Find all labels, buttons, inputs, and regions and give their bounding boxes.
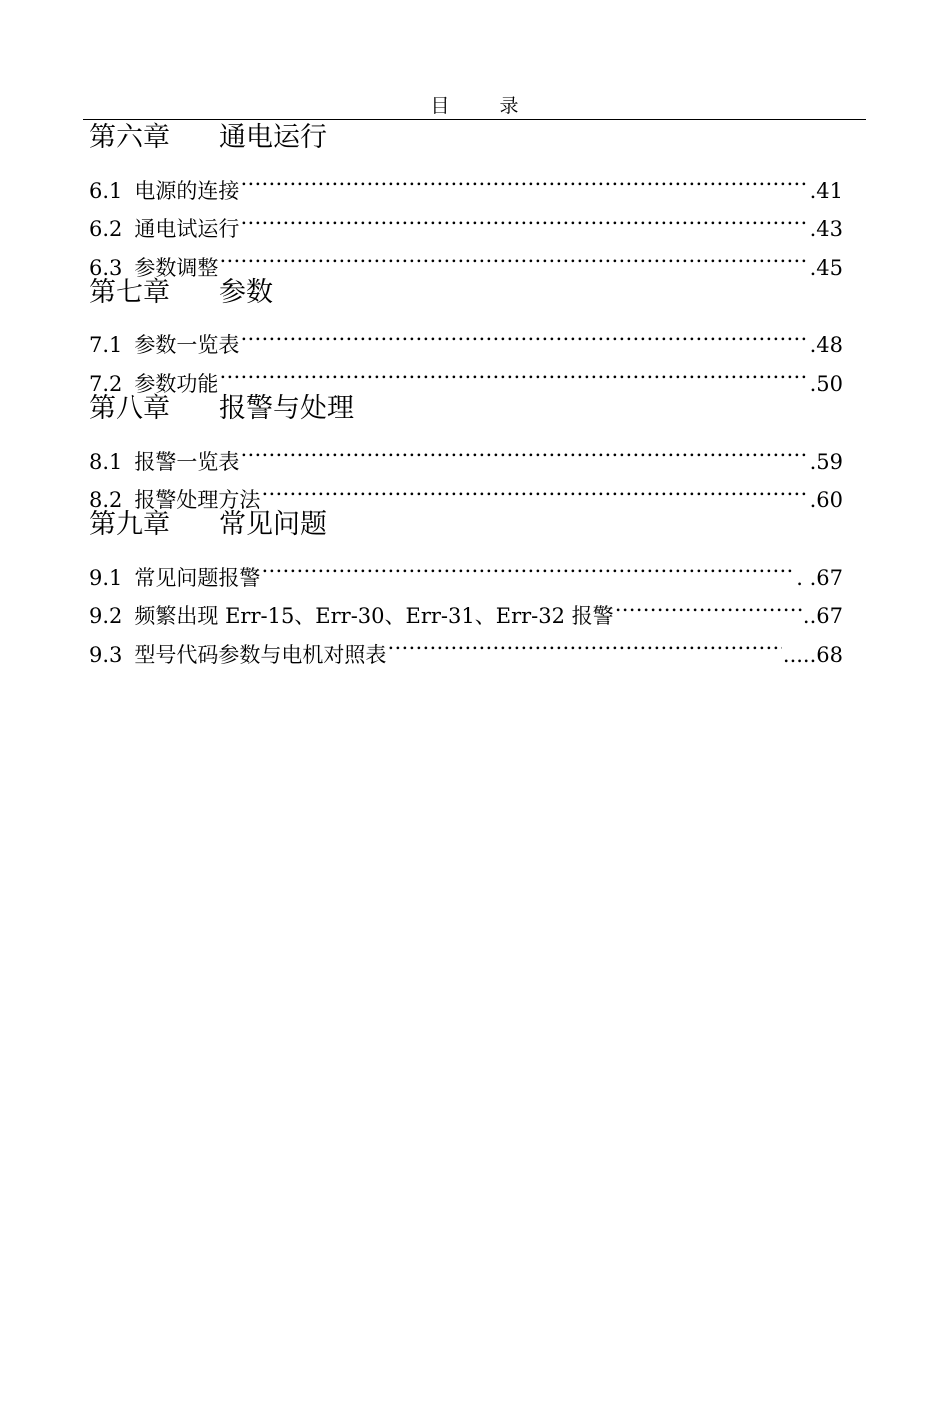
dot-leader xyxy=(240,159,808,198)
page-number: .43 xyxy=(809,217,843,242)
section-title: 电源的连接 xyxy=(134,178,240,203)
page-number: .59 xyxy=(809,449,843,474)
chapter-title: 常见问题 xyxy=(219,509,327,541)
chapter-title: 通电运行 xyxy=(219,122,327,153)
dot-leader xyxy=(240,430,808,469)
chapter-title: 参数 xyxy=(219,276,273,308)
page-number: .45 xyxy=(809,255,843,280)
page-title: 目 录 xyxy=(430,95,541,117)
toc-entry[interactable] xyxy=(89,314,843,358)
toc-entry[interactable] xyxy=(89,159,843,203)
chapter-number: 第六章 xyxy=(89,122,170,153)
section-number: 7.1 xyxy=(89,333,123,358)
dot-leader xyxy=(387,623,781,662)
page-number: . .67 xyxy=(796,565,843,590)
dot-leader xyxy=(219,352,808,391)
section-title: 参数调整 xyxy=(134,255,219,280)
page-number: ..67 xyxy=(802,604,843,629)
table-of-contents xyxy=(89,120,843,667)
section-title: 型号代码参数与电机对照表 xyxy=(134,642,387,667)
dot-leader xyxy=(240,198,808,237)
toc-entry[interactable] xyxy=(89,430,843,474)
page-number: .50 xyxy=(809,371,843,396)
section-number: 9.3 xyxy=(89,642,123,667)
dot-leader xyxy=(615,585,802,624)
toc-entry[interactable] xyxy=(89,546,843,590)
section-title: 频繁出现 Err-15、Err-30、Err-31、Err-32 报警 xyxy=(134,604,614,629)
dot-leader xyxy=(261,546,795,585)
section-title: 参数一览表 xyxy=(134,333,240,358)
dot-leader xyxy=(240,314,808,353)
chapter-heading xyxy=(89,507,843,543)
chapter-number: 第七章 xyxy=(89,276,170,308)
section-number: 8.2 xyxy=(89,488,123,513)
chapter-heading xyxy=(89,120,843,156)
section-number: 6.3 xyxy=(89,255,123,280)
section-title: 常见问题报警 xyxy=(134,565,261,590)
page-number: .60 xyxy=(809,488,843,513)
section-number: 6.1 xyxy=(89,178,123,203)
chapter-number: 第八章 xyxy=(89,392,170,424)
dot-leader xyxy=(219,236,808,275)
chapter-heading xyxy=(89,275,843,311)
page-number: .48 xyxy=(809,333,843,358)
section-title: 通电试运行 xyxy=(134,217,240,242)
page-number: .....68 xyxy=(782,642,843,667)
page-number: .41 xyxy=(809,178,843,203)
section-number: 9.2 xyxy=(89,604,123,629)
chapter-title: 报警与处理 xyxy=(219,392,354,424)
section-title: 报警处理方法 xyxy=(134,488,261,513)
chapter-heading xyxy=(89,391,843,427)
chapter-number: 第九章 xyxy=(89,509,170,541)
section-number: 8.1 xyxy=(89,449,123,474)
section-title: 报警一览表 xyxy=(134,449,240,474)
section-number: 7.2 xyxy=(89,371,123,396)
dot-leader xyxy=(261,469,808,508)
page-header xyxy=(83,93,866,120)
section-title: 参数功能 xyxy=(134,371,219,396)
section-number: 9.1 xyxy=(89,565,123,590)
section-number: 6.2 xyxy=(89,217,123,242)
